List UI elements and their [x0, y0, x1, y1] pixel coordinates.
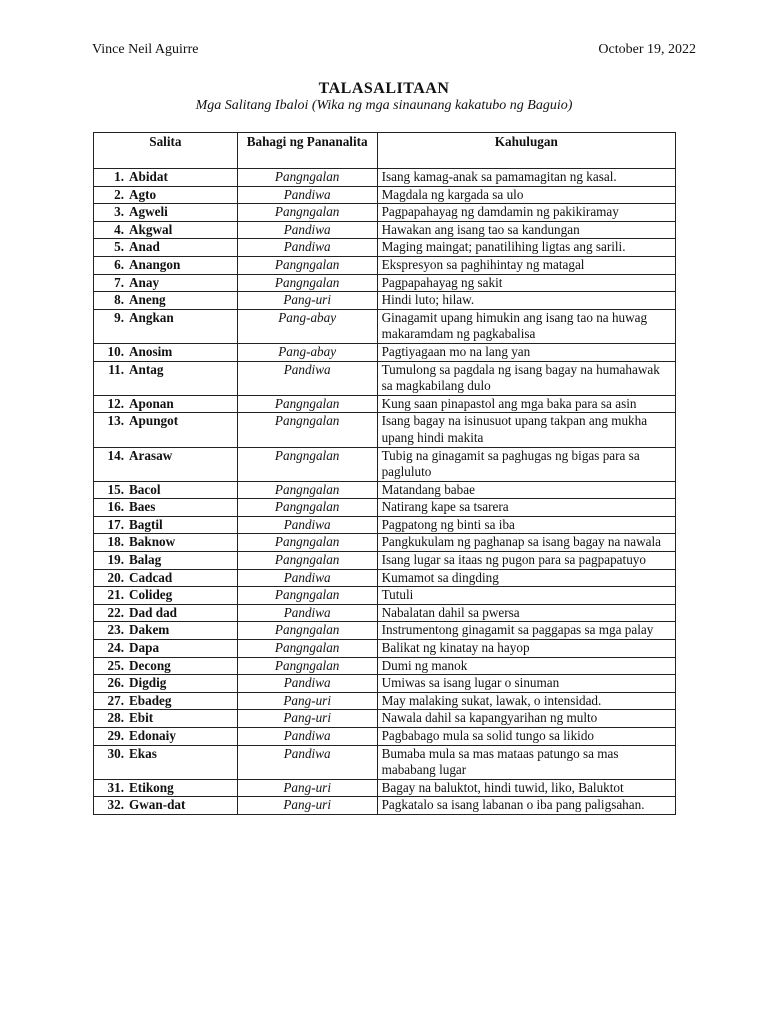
table-row [94, 204, 676, 222]
meaning-cell: Dumi ng manok [377, 657, 675, 675]
word-cell [94, 622, 238, 640]
word-cell [94, 657, 238, 675]
entry-word: Ekas [129, 745, 157, 761]
entry-word: Agweli [129, 204, 168, 220]
entry-number: 11. [108, 361, 124, 377]
part-of-speech-cell: Pandiwa [237, 239, 377, 257]
entry-number: 23. [107, 622, 124, 638]
table-row [94, 657, 676, 675]
meaning-cell: Balikat ng kinatay na hayop [377, 640, 675, 658]
word-cell [94, 256, 238, 274]
word-cell [94, 274, 238, 292]
table-row [94, 587, 676, 605]
part-of-speech-cell: Pandiwa [237, 675, 377, 693]
word-cell [94, 204, 238, 222]
part-of-speech-cell: Pangngalan [237, 395, 377, 413]
word-cell [94, 587, 238, 605]
entry-number: 10. [107, 343, 124, 359]
entry-word: Ebadeg [129, 692, 172, 708]
part-of-speech-cell: Pangngalan [237, 622, 377, 640]
entry-number: 15. [107, 481, 124, 497]
meaning-cell: Hindi luto; hilaw. [377, 292, 675, 310]
part-of-speech-cell: Pandiwa [237, 569, 377, 587]
meaning-cell: Pangkukulam ng paghanap sa isang bagay na nawala [377, 534, 675, 552]
word-cell [94, 395, 238, 413]
table-row [94, 361, 676, 395]
word-cell [94, 169, 238, 187]
table-body [94, 169, 676, 815]
entry-word: Agto [129, 186, 157, 202]
part-of-speech-cell: Pangngalan [237, 499, 377, 517]
word-cell [94, 343, 238, 361]
word-cell [94, 692, 238, 710]
word-cell [94, 516, 238, 534]
entry-number: 25. [107, 657, 124, 673]
table-row [94, 274, 676, 292]
entry-word: Dakem [129, 622, 170, 638]
table-row [94, 499, 676, 517]
table-row [94, 640, 676, 658]
table-row [94, 534, 676, 552]
meaning-cell: Pagkatalo sa isang labanan o iba pang paligsahan. [377, 797, 675, 815]
part-of-speech-cell: Pangngalan [237, 274, 377, 292]
table-row [94, 745, 676, 779]
entry-word: Anad [129, 239, 160, 255]
table-row [94, 604, 676, 622]
table-row [94, 256, 676, 274]
entry-number: 5. [114, 239, 124, 255]
entry-word: Baknow [129, 534, 176, 550]
word-cell [94, 640, 238, 658]
part-of-speech-cell: Pangngalan [237, 413, 377, 447]
part-of-speech-cell: Pandiwa [237, 745, 377, 779]
entry-word: Ebit [129, 710, 154, 726]
meaning-cell: Kumamot sa dingding [377, 569, 675, 587]
meaning-cell: Magdala ng kargada sa ulo [377, 186, 675, 204]
entry-word: Anangon [129, 256, 181, 272]
meaning-cell: Pagpapahayag ng damdamin ng pakikiramay [377, 204, 675, 222]
entry-number: 24. [107, 640, 124, 656]
meaning-cell: Isang bagay na isinusuot upang takpan ang mukha upang hindi makita [377, 413, 675, 447]
meaning-cell: Tutuli [377, 587, 675, 605]
table-row [94, 309, 676, 343]
entry-word: Dad dad [129, 604, 178, 620]
entry-number: 2. [114, 186, 124, 202]
part-of-speech-cell: Pandiwa [237, 361, 377, 395]
entry-number: 29. [107, 728, 124, 743]
meaning-cell: Ginagamit upang himukin ang isang tao na huwag makaramdam ng pagkabalisa [377, 309, 675, 343]
meaning-cell: Nawala dahil sa kapangyarihan ng multo [377, 710, 675, 728]
word-cell [94, 710, 238, 728]
entry-number: 19. [107, 552, 124, 568]
entry-number: 1. [114, 169, 124, 184]
part-of-speech-cell: Pang-abay [237, 309, 377, 343]
meaning-cell: Maging maingat; panatilihing ligtas ang sarili. [377, 239, 675, 257]
entry-number: 4. [114, 221, 124, 237]
entry-word: Decong [129, 657, 171, 673]
part-of-speech-cell: Pandiwa [237, 221, 377, 239]
part-of-speech-cell: Pangngalan [237, 256, 377, 274]
author-name: Vince Neil Aguirre [92, 42, 199, 57]
part-of-speech-cell: Pandiwa [237, 728, 377, 746]
word-cell [94, 797, 238, 815]
word-cell [94, 413, 238, 447]
word-cell [94, 604, 238, 622]
meaning-cell: Ekspresyon sa paghihintay ng matagal [377, 256, 675, 274]
word-cell [94, 675, 238, 693]
table-row [94, 239, 676, 257]
entry-word: Baes [129, 499, 156, 515]
word-cell [94, 186, 238, 204]
part-of-speech-cell: Pangngalan [237, 169, 377, 187]
table-row [94, 447, 676, 481]
part-of-speech-cell: Pangngalan [237, 640, 377, 658]
column-header-part-of-speech: Bahagi ng Pananalita [237, 133, 377, 169]
part-of-speech-cell: Pangngalan [237, 552, 377, 570]
word-cell [94, 499, 238, 517]
meaning-cell: Instrumentong ginagamit sa paggapas sa mga palay [377, 622, 675, 640]
entry-number: 21. [107, 587, 124, 603]
part-of-speech-cell: Pangngalan [237, 447, 377, 481]
column-header-word: Salita [94, 133, 238, 169]
table-row [94, 569, 676, 587]
document-title: TALASALITAAN [318, 80, 450, 97]
entry-number: 3. [114, 204, 124, 220]
meaning-cell: Pagpapahayag ng sakit [377, 274, 675, 292]
entry-number: 14. [107, 447, 124, 463]
meaning-cell: Tubig na ginagamit sa paghugas ng bigas para sa pagluluto [377, 447, 675, 481]
table-row [94, 622, 676, 640]
entry-word: Aponan [129, 395, 174, 411]
part-of-speech-cell: Pandiwa [237, 186, 377, 204]
entry-number: 16. [107, 499, 124, 515]
entry-number: 17. [107, 516, 124, 532]
table-row [94, 343, 676, 361]
table-row [94, 675, 676, 693]
part-of-speech-cell: Pang-uri [237, 292, 377, 310]
entry-number: 13. [107, 413, 124, 429]
part-of-speech-cell: Pang-uri [237, 779, 377, 797]
meaning-cell: Tumulong sa pagdala ng isang bagay na humahawak sa magkabilang dulo [377, 361, 675, 395]
entry-number: 7. [114, 274, 124, 290]
word-cell [94, 534, 238, 552]
meaning-cell: Pagpatong ng binti sa iba [377, 516, 675, 534]
table-row [94, 552, 676, 570]
part-of-speech-cell: Pangngalan [237, 204, 377, 222]
meaning-cell: Bumaba mula sa mas mataas patungo sa mas mababang lugar [377, 745, 675, 779]
entry-word: Antag [129, 361, 164, 377]
meaning-cell: Hawakan ang isang tao sa kandungan [377, 221, 675, 239]
table-row [94, 292, 676, 310]
entry-word: Akgwal [129, 221, 173, 237]
meaning-cell: Pagtiyagaan mo na lang yan [377, 343, 675, 361]
entry-word: Bagtil [129, 516, 163, 532]
entry-word: Bacol [129, 481, 161, 497]
table-row [94, 710, 676, 728]
entry-number: 9. [114, 309, 124, 325]
part-of-speech-cell: Pang-uri [237, 692, 377, 710]
word-cell [94, 239, 238, 257]
part-of-speech-cell: Pangngalan [237, 587, 377, 605]
word-cell [94, 745, 238, 779]
part-of-speech-cell: Pangngalan [237, 481, 377, 499]
entry-number: 32. [107, 797, 124, 813]
word-cell [94, 221, 238, 239]
entry-number: 31. [107, 779, 124, 795]
entry-word: Dapa [129, 640, 160, 656]
table-row [94, 395, 676, 413]
entry-word: Abidat [129, 169, 168, 184]
table-row [94, 169, 676, 187]
table-row [94, 797, 676, 815]
part-of-speech-cell: Pandiwa [237, 516, 377, 534]
entry-number: 28. [107, 710, 124, 726]
meaning-cell: Pagbabago mula sa solid tungo sa likido [377, 728, 675, 746]
part-of-speech-cell: Pangngalan [237, 534, 377, 552]
entry-word: Digdig [129, 675, 167, 691]
meaning-cell: Bagay na baluktot, hindi tuwid, liko, Baluktot [377, 779, 675, 797]
part-of-speech-cell: Pangngalan [237, 657, 377, 675]
entry-number: 20. [107, 569, 124, 585]
meaning-cell: Nabalatan dahil sa pwersa [377, 604, 675, 622]
word-cell [94, 481, 238, 499]
entry-word: Aneng [129, 292, 166, 308]
word-cell [94, 447, 238, 481]
entry-number: 22. [107, 604, 124, 620]
table-row [94, 516, 676, 534]
entry-number: 18. [107, 534, 124, 550]
entry-number: 12. [107, 395, 124, 411]
entry-word: Angkan [129, 309, 174, 325]
word-cell [94, 569, 238, 587]
word-cell [94, 292, 238, 310]
meaning-cell: Isang kamag-anak sa pamamagitan ng kasal. [377, 169, 675, 187]
entry-number: 30. [107, 745, 124, 761]
entry-word: Balag [129, 552, 162, 568]
entry-number: 6. [114, 256, 124, 272]
meaning-cell: Isang lugar sa itaas ng pugon para sa pagpapatuyo [377, 552, 675, 570]
entry-word: Gwan-dat [129, 797, 186, 813]
entry-word: Etikong [129, 779, 174, 795]
part-of-speech-cell: Pandiwa [237, 604, 377, 622]
table-row [94, 692, 676, 710]
table-header-row [94, 133, 676, 169]
document-subtitle: Mga Salitang Ibaloi (Wika ng mga sinaunang kakatubo ng Baguio) [195, 98, 573, 113]
table-row [94, 481, 676, 499]
table-row [94, 728, 676, 746]
word-cell [94, 779, 238, 797]
entry-word: Arasaw [129, 447, 173, 463]
entry-number: 8. [114, 292, 124, 308]
entry-word: Anosim [129, 343, 173, 359]
table-row [94, 413, 676, 447]
part-of-speech-cell: Pang-uri [237, 710, 377, 728]
table-row [94, 779, 676, 797]
entry-word: Colideg [129, 587, 173, 603]
meaning-cell: Umiwas sa isang lugar o sinuman [377, 675, 675, 693]
entry-word: Cadcad [129, 569, 173, 585]
column-header-meaning: Kahulugan [377, 133, 675, 169]
part-of-speech-cell: Pang-uri [237, 797, 377, 815]
vocabulary-table [93, 132, 676, 815]
meaning-cell: Kung saan pinapastol ang mga baka para sa asin [377, 395, 675, 413]
entry-word: Anay [129, 274, 160, 290]
part-of-speech-cell: Pang-abay [237, 343, 377, 361]
meaning-cell: Natirang kape sa tsarera [377, 499, 675, 517]
entry-word: Apungot [129, 413, 179, 429]
table-row [94, 221, 676, 239]
word-cell [94, 309, 238, 343]
table-row [94, 186, 676, 204]
document-date: October 19, 2022 [598, 42, 696, 57]
word-cell [94, 361, 238, 395]
entry-word: Edonaiy [129, 728, 176, 743]
word-cell [94, 552, 238, 570]
meaning-cell: Matandang babae [377, 481, 675, 499]
entry-number: 27. [107, 692, 124, 708]
meaning-cell: May malaking sukat, lawak, o intensidad. [377, 692, 675, 710]
entry-number: 26. [107, 675, 124, 691]
word-cell [94, 728, 238, 746]
